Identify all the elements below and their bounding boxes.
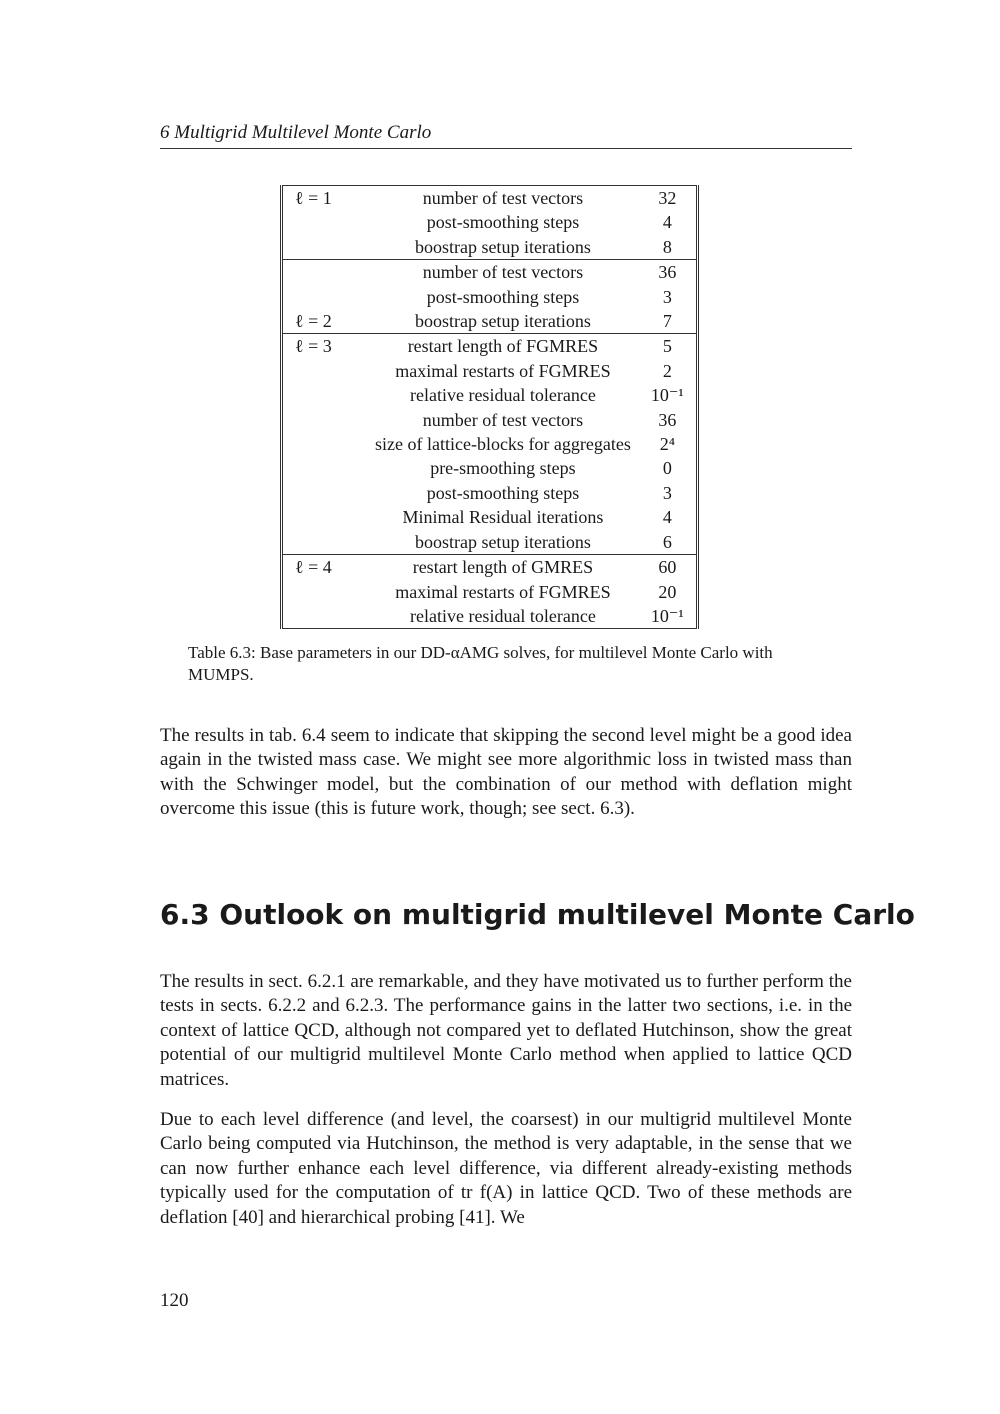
running-head: 6 Multigrid Multilevel Monte Carlo [160, 122, 852, 149]
level-cell [282, 505, 368, 529]
table-row [282, 383, 698, 407]
parameter-value-cell: 7 [662, 311, 672, 332]
level-cell: ℓ = 2 [295, 311, 332, 332]
level-cell [282, 456, 368, 480]
parameter-name-cell: restart length of GMRES [367, 555, 639, 580]
table-row [282, 235, 698, 260]
parameter-value-cell: 10⁻¹ [650, 385, 684, 406]
table-row [282, 580, 698, 604]
level-cell: ℓ = 1 [295, 188, 332, 208]
level-cell [282, 210, 368, 234]
parameter-name-cell: maximal restarts of FGMRES [395, 360, 611, 381]
parameter-name-cell: Minimal Residual iterations [402, 507, 604, 528]
level-cell [282, 580, 368, 604]
table-row [282, 334, 698, 359]
table-row [282, 309, 698, 334]
parameter-name-cell: size of lattice-blocks for aggregates [375, 434, 631, 455]
parameter-value-cell: 8 [662, 236, 672, 257]
section-heading: 6.3 Outlook on multigrid multilevel Monte Carlo [160, 898, 915, 931]
level-cell [282, 285, 368, 309]
parameter-value-cell: 36 [658, 409, 677, 430]
parameter-value-cell: 36 [639, 260, 697, 285]
table-row [282, 186, 698, 211]
parameter-value-cell: 32 [658, 188, 677, 208]
parameter-name-cell: boostrap setup iterations [414, 236, 591, 257]
parameter-name-cell: relative residual tolerance [409, 385, 596, 406]
level-cell: ℓ = 4 [282, 555, 368, 580]
parameter-name-cell: relative residual tolerance [409, 605, 596, 626]
body-paragraph-1: The results in tab. 6.4 seem to indicate that skipping the second level might be a good idea again in the twisted mass case. We might see more algorithmic loss in twisted mass than with the Schwinger model, but the combination of our method with deflation might overcome this issue (this is future work, though; see sect. 6.3). [160, 725, 852, 820]
table-row [282, 505, 698, 529]
table-row [282, 604, 698, 629]
parameter-value-cell: 3 [662, 286, 672, 307]
level-cell [282, 260, 368, 285]
table-row [282, 210, 698, 234]
parameter-table [280, 185, 699, 629]
level-cell [282, 432, 368, 456]
parameter-value-cell: 5 [639, 334, 697, 359]
table-caption: Table 6.3: Base parameters in our DD-αAMG solves, for multilevel Monte Carlo with MUMPS. [188, 643, 773, 684]
table-row [282, 285, 698, 309]
table-row [282, 555, 698, 580]
page-number: 120 [160, 1290, 189, 1311]
table-row [282, 260, 698, 285]
body-paragraph-3: Due to each level difference (and level, the coarsest) in our multigrid multilevel Monte Carlo being computed via Hutchinson, the method is very adaptable, in the sense that we can now further enhance each level difference, via different already-existing methods typically used for the computation of tr f(A) in lattice QCD. Two of these methods are deflation [40] and hierarchical probing [41]. We [160, 1109, 852, 1228]
parameter-name-cell: pre-smoothing steps [430, 458, 576, 479]
parameter-name-cell: post-smoothing steps [426, 286, 580, 307]
parameter-value-cell: 20 [658, 581, 677, 602]
parameter-name-cell: number of test vectors [367, 260, 639, 285]
parameter-name-cell: post-smoothing steps [426, 212, 580, 233]
parameter-name-cell: restart length of FGMRES [367, 334, 639, 359]
parameter-value-cell: 4 [662, 507, 672, 528]
parameter-name-cell: maximal restarts of FGMRES [395, 581, 611, 602]
level-cell [282, 408, 368, 432]
parameter-value-cell: 10⁻¹ [650, 605, 684, 626]
table-row [282, 432, 698, 456]
parameter-value-cell: 4 [662, 212, 672, 233]
level-cell [282, 383, 368, 407]
table-row [282, 481, 698, 505]
table-row [282, 530, 698, 555]
parameter-value-cell: 2 [662, 360, 672, 381]
table-row [282, 456, 698, 480]
body-paragraph-2: The results in sect. 6.2.1 are remarkable, and they have motivated us to further perform the tests in sects. 6.2.2 and 6.2.3. The performance gains in the latter two sections, i.e. in the context of lattice QCD, although not compared yet to deflated Hutchinson, show the great potential of our multigrid multilevel Monte Carlo method when applied to lattice QCD matrices. [160, 971, 852, 1090]
parameter-value-cell: 0 [662, 458, 672, 479]
parameter-name-cell: boostrap setup iterations [414, 311, 591, 332]
level-cell [282, 481, 368, 505]
table-row [282, 408, 698, 432]
level-cell [282, 530, 368, 555]
parameter-table-body [282, 186, 698, 629]
parameter-value-cell: 3 [662, 482, 672, 503]
level-cell: ℓ = 3 [282, 334, 368, 359]
level-cell [282, 604, 368, 629]
parameter-name-cell: number of test vectors [422, 409, 584, 430]
parameter-name-cell: number of test vectors [422, 188, 584, 208]
parameter-value-cell: 60 [639, 555, 697, 580]
parameter-value-cell: 2⁴ [659, 434, 675, 455]
parameter-value-cell: 6 [662, 531, 672, 552]
level-cell [282, 235, 368, 260]
parameter-name-cell: boostrap setup iterations [414, 531, 591, 552]
parameter-name-cell: post-smoothing steps [426, 482, 580, 503]
table-row [282, 359, 698, 383]
level-cell [282, 359, 368, 383]
